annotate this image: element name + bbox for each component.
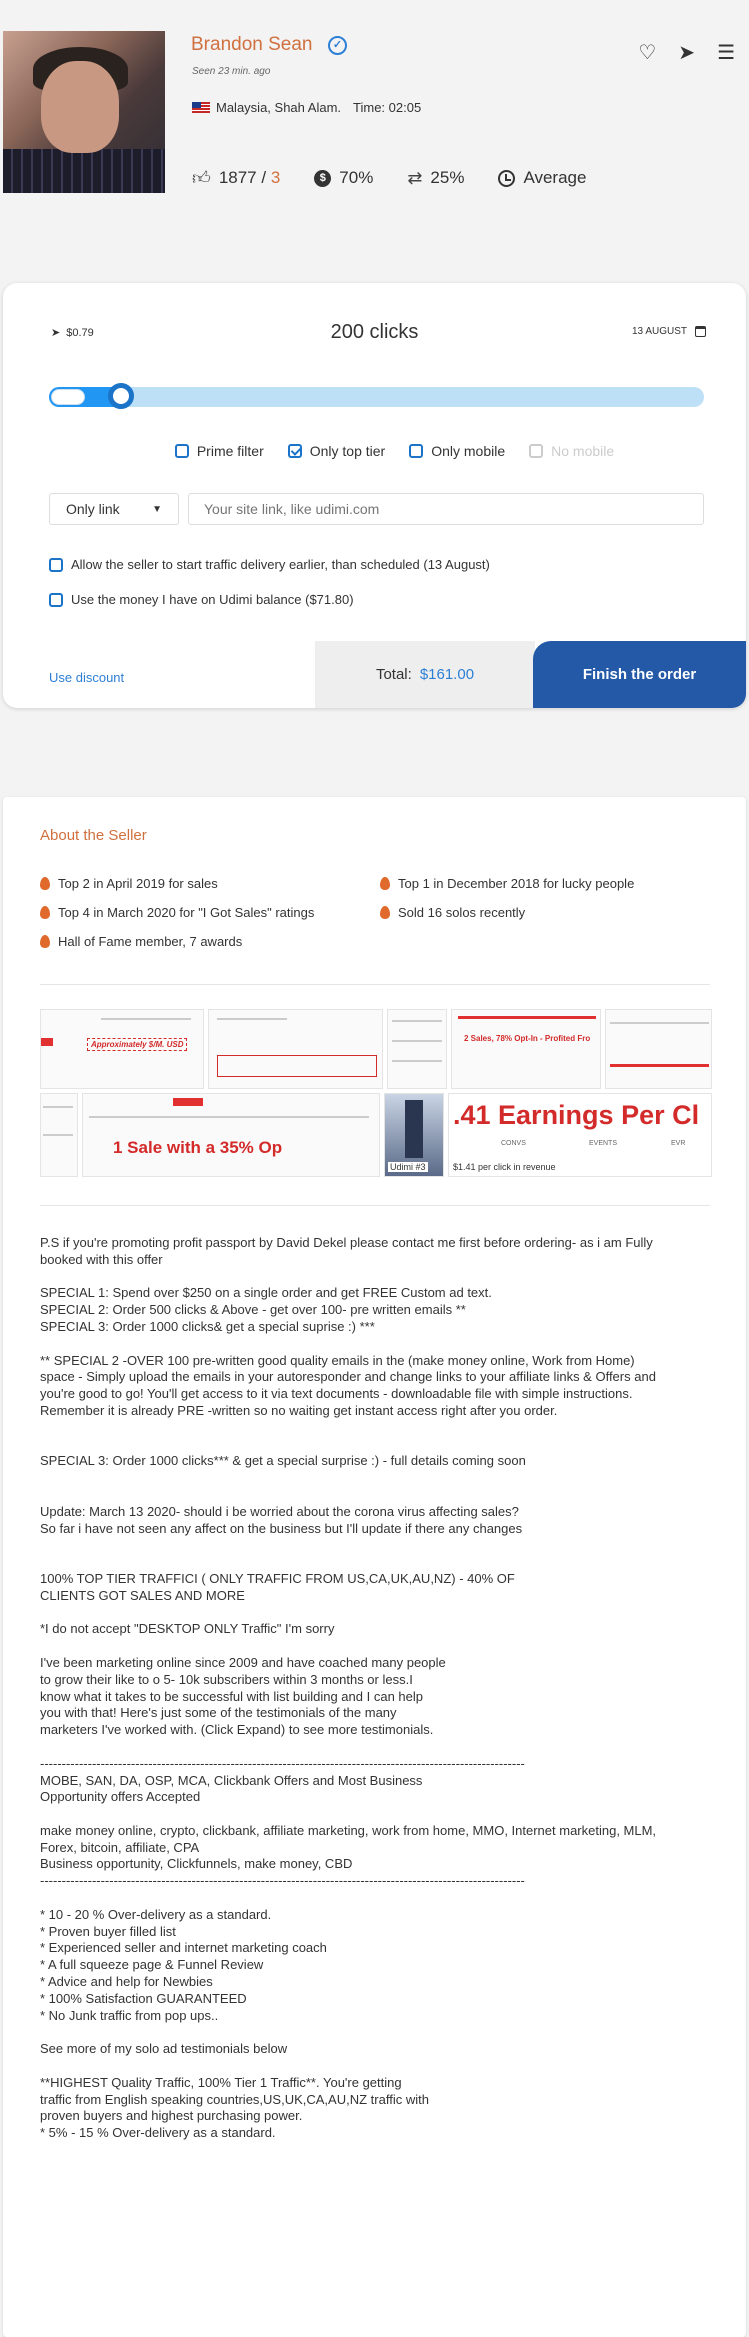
gallery-thumb[interactable] [448, 1093, 712, 1177]
gallery-thumb[interactable] [40, 1009, 204, 1089]
thumb-bar [217, 1055, 377, 1077]
navigation-icon: ➤ [51, 327, 61, 339]
gallery-thumb[interactable] [40, 1093, 78, 1177]
sales-35-caption: 1 Sale with a 35% Op [113, 1138, 283, 1157]
gallery-thumb[interactable] [82, 1093, 380, 1177]
gallery-thumb[interactable] [384, 1093, 444, 1177]
only-mobile-label: Only mobile [431, 443, 506, 459]
thumbs-up-icon: 👍︎ [192, 168, 211, 188]
link-type-value: Only link [66, 501, 120, 517]
traffic-filters [3, 443, 746, 459]
thumb-line [43, 1134, 73, 1136]
achievement-item [40, 905, 314, 920]
thumb-line [89, 1116, 369, 1118]
no-mobile-checkbox [529, 444, 543, 458]
filter-only-mobile[interactable] [409, 443, 505, 459]
slider-start-cap [51, 389, 85, 405]
achievement-text: Top 4 in March 2020 for "I Got Sales" ratings [58, 905, 315, 920]
link-type-select[interactable] [49, 493, 179, 525]
no-mobile-label: No mobile [551, 443, 615, 459]
filter-no-mobile [529, 443, 614, 459]
send-icon[interactable]: ➤ [678, 42, 696, 64]
last-seen: Seen 23 min. ago [192, 66, 271, 77]
convs-label: CONVS [501, 1140, 526, 1147]
gallery-thumb[interactable] [208, 1009, 383, 1089]
caret-down-icon: ▼ [152, 504, 162, 515]
price-value: $0.79 [66, 326, 94, 339]
clicks-slider[interactable] [49, 387, 704, 407]
rating-separator: / [256, 168, 271, 187]
flame-icon [380, 877, 390, 890]
site-link-input[interactable] [188, 493, 704, 525]
udimi-caption: Udimi #3 [390, 1162, 426, 1172]
order-card [3, 283, 746, 708]
gallery-thumb[interactable] [605, 1009, 712, 1089]
prime-checkbox[interactable] [175, 444, 189, 458]
achievement-text: Top 2 in April 2019 for sales [58, 876, 218, 891]
flame-icon [40, 877, 50, 890]
repeat-icon: ⇄ [407, 167, 423, 188]
earnings-caption: .41 Earnings Per Cl [453, 1100, 700, 1130]
approx-caption: Approximately $/M. USD [87, 1038, 187, 1051]
only-mobile-checkbox[interactable] [409, 444, 423, 458]
menu-icon[interactable]: ☰ [717, 42, 735, 64]
use-discount-link[interactable]: Use discount [49, 670, 125, 685]
seller-location [192, 100, 421, 115]
thumb-line [392, 1040, 442, 1042]
local-time: Time: 02:05 [353, 100, 422, 115]
achievement-text: Top 1 in December 2018 for lucky people [398, 876, 635, 891]
use-balance-label: Use the money I have on Udimi balance ($71.80) [71, 592, 354, 607]
building-shape [405, 1100, 423, 1158]
heart-icon[interactable]: ♡ [638, 42, 657, 64]
avatar-shirt [3, 149, 165, 193]
thumb-bar [173, 1098, 203, 1106]
flame-icon [380, 906, 390, 919]
thumb-line [392, 1060, 442, 1062]
filter-top-tier[interactable] [288, 443, 385, 459]
achievement-text: Sold 16 solos recently [398, 905, 526, 920]
order-date[interactable] [632, 326, 706, 337]
evr-label: EVR [671, 1140, 686, 1147]
option-early-delivery[interactable] [49, 557, 490, 572]
rating-negative: 3 [270, 168, 281, 187]
total-label: Total: [375, 666, 412, 683]
events-label: EVENTS [589, 1140, 618, 1147]
seller-stats [192, 167, 620, 189]
achievement-item [40, 876, 218, 891]
clicks-count: 200 clicks [330, 321, 419, 343]
calendar-icon[interactable] [695, 326, 706, 337]
thumb-line [217, 1018, 287, 1020]
total-amount: $161.00 [419, 666, 475, 683]
use-balance-checkbox[interactable] [49, 593, 63, 607]
rating-stat[interactable] [192, 167, 280, 189]
achievement-item [40, 934, 242, 949]
about-title: About the Seller [40, 827, 147, 844]
achievement-text: Hall of Fame member, 7 awards [58, 934, 243, 949]
thumb-bar [610, 1064, 709, 1067]
seller-name[interactable]: Brandon Sean [191, 34, 313, 55]
header-actions [638, 40, 735, 65]
early-delivery-label: Allow the seller to start traffic delivery earlier, than scheduled (13 August) [71, 557, 490, 572]
gallery-thumb[interactable] [387, 1009, 447, 1089]
rating-positive: 1877 [218, 168, 257, 187]
repeat-stat[interactable] [407, 168, 464, 189]
malaysia-flag-icon [192, 102, 210, 113]
section-divider [40, 1205, 710, 1206]
option-use-balance[interactable] [49, 592, 354, 607]
avatar-face [41, 61, 119, 153]
section-divider [40, 984, 710, 985]
thumb-bar [41, 1038, 53, 1046]
repeat-percent: 25% [430, 168, 465, 187]
speed-stat[interactable] [498, 168, 586, 188]
verified-icon: ✓ [328, 36, 347, 55]
thumb-line [392, 1020, 442, 1022]
speed-value: Average [523, 168, 587, 187]
testimonial-gallery [40, 1009, 712, 1177]
achievement-item [380, 876, 634, 891]
flame-icon [40, 935, 50, 948]
sales-percent: 70% [339, 168, 374, 187]
per-click-caption: $1.41 per click in revenue [453, 1162, 556, 1172]
sales-stat[interactable] [314, 168, 373, 188]
finish-order-button[interactable]: Finish the order [533, 641, 746, 708]
filter-prime[interactable] [175, 443, 264, 459]
slider-handle[interactable] [108, 383, 134, 409]
order-total [315, 641, 535, 708]
sales-optin-caption: 2 Sales, 78% Opt-In - Profited Fro [464, 1034, 591, 1043]
location-text: Malaysia, Shah Alam. [216, 100, 342, 115]
gallery-thumb[interactable] [451, 1009, 601, 1089]
thumb-bar [458, 1016, 596, 1019]
achievement-item [380, 905, 525, 920]
early-delivery-checkbox[interactable] [49, 558, 63, 572]
thumb-line [101, 1018, 191, 1020]
flame-icon [40, 906, 50, 919]
top-tier-checkbox[interactable] [288, 444, 302, 458]
seller-header [0, 0, 749, 230]
thumb-line [610, 1022, 709, 1024]
thumb-line [43, 1106, 73, 1108]
date-value: 13 AUGUST [631, 326, 687, 337]
clock-icon [498, 170, 515, 187]
prime-label: Prime filter [196, 443, 264, 459]
seller-avatar[interactable] [3, 31, 165, 193]
dollar-icon: $ [314, 170, 331, 187]
top-tier-label: Only top tier [309, 443, 386, 459]
about-seller-section [3, 797, 746, 2337]
seller-description: P.S if you're promoting profit passport by David Dekel please contact me first before ordering- as i am Fully booked with this offer SPECIAL 1: Spend over $250 on a single order and get FREE Custom ad text. SPECIAL 2: Order 500 clicks & Above - get over 100- pre written emails ** SPECIAL 3: Order 1000 clicks& get a special suprise :) *** ** SPECIAL 2 -OVER 100 pre-written good quality emails in the (make money online, Work from Home) space - Simply upload the emails in your autoresponder and change links to your affiliate links & Offers and you're good to go! You'll get access to it via text documents - downloadable file with simple instructions. Remember it is already PRE -written so no waiting get instant access right after you order. SPECIAL 3: Order 1000 clicks*** & get a special surprise :) - full details coming soon Update: March 13 2020- should i be worried about the corona virus affecting sales? So far i have not seen any affect on the business but I'll update if there any changes 100% TOP TIER TRAFFICI ( ONLY TRAFFIC FROM US,CA,UK,AU,NZ) - 40% OF CLIENTS GOT SALES AND MORE *I do not accept "DESKTOP ONLY Traffic" I'm sorry I've been marketing online since 2009 and have coached many people to grow their like to o 5- 10k subscribers within 3 months or less.I know what it takes to be successful with list building and I can help you with that! Here's just some of the testimonials of the many marketers I've worked with. (Click Expand) to see more testimonials. ---------------------------------------------------------------------------------------------------------------- MOBE, SAN, DA, OSP, MCA, Clickbank Offers and Most Business Opportunity offers Accepted make money online, crypto, clickbank, affiliate marketing, work from home, MMO, Internet marketing, MLM, Forex, bitcoin, affiliate, CPA Business opportunity, Clickfunnels, make money, CBD ---------------------------------------------------------------------------------------------------------------- * 10 - 20 % Over-delivery as a standard. * Proven buyer filled list * Experienced seller and internet marketing coach * A full squeeze page & Funnel Review * Advice and help for Newbies * 100% Satisfaction GUARANTEED * No Junk traffic from pop ups.. See more of my solo ad testimonials below **HIGHEST Quality Traffic, 100% Tier 1 Traffic**. You're getting traffic from English speaking countries,US,UK,CA,AU,NZ traffic with proven buyers and highest purchasing power. * 5% - 15 % Over-delivery as a standard. [40, 1235, 657, 2141]
